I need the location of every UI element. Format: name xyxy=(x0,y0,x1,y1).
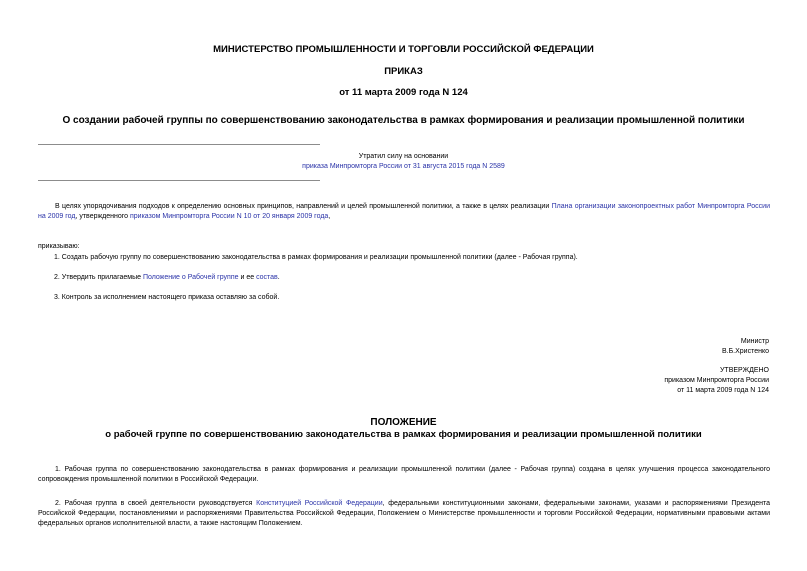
signature-position: Министр xyxy=(740,338,769,345)
regulation-paragraph-1: 1. Рабочая группа по совершенствованию законодательства в рамках формирования и реализации промышленной политики (далее - Рабочая группа) создана в целях улучшения процесса законодательного сопровождения промышленной политики в Российской Федерации. xyxy=(38,466,770,483)
preamble-text: , xyxy=(328,213,331,220)
approval-date: от 11 марта 2009 года N 124 xyxy=(677,387,769,394)
item-2-text: 2. Утвердить прилагаемые xyxy=(54,274,143,281)
signature-name: В.Б.Христенко xyxy=(721,348,769,355)
item-2-text: и ее xyxy=(238,274,257,281)
ministry-heading: МИНИСТЕРСТВО ПРОМЫШЛЕННОСТИ И ТОРГОВЛИ РОССИЙСКОЙ ФЕДЕРАЦИИ xyxy=(213,44,594,55)
preamble-text: В целях упорядочивания подходов к определению основных принципов, направлений и целей промышленной политики, а также в целях реализации xyxy=(55,203,552,210)
bottom-divider xyxy=(38,180,320,181)
item-2-text: . xyxy=(277,274,280,281)
document-type: ПРИКАЗ xyxy=(384,66,423,77)
paragraph-2-text: 2. Рабочая группа в своей деятельности руководствуется xyxy=(55,500,257,507)
regulation-subheading: о рабочей группе по совершенствованию законодательства в рамках формирования и реализации промышленной политики xyxy=(105,429,702,440)
document-title: О создании рабочей группы по совершенствованию законодательства в рамках формирования и реализации промышленной политики xyxy=(62,115,745,126)
approval-by: приказом Минпромторга России xyxy=(664,377,769,384)
document-date-number: от 11 марта 2009 года N 124 xyxy=(339,87,468,98)
paragraph-2-text: , федеральными конституционными законами, федеральными законами, указами и распоряжениями Президента Российской Федерации, постановлениями и распоряжениями Правительства Российской Федерации, Положением о Министерстве промышленности и торговли Российской Федерации, нормативными правовыми актами федеральных органов исполнительной власти, а также настоящим Положением. xyxy=(38,500,770,527)
item-3: 3. Контроль за исполнением настоящего приказа оставляю за собой. xyxy=(54,294,280,301)
composition-link[interactable]: состав xyxy=(256,274,278,281)
constitution-link[interactable]: Конституцией Российской Федерации xyxy=(256,500,383,507)
repeal-order-link[interactable]: приказа Минпромторга России от 31 августа 2015 года N 2589 xyxy=(302,163,505,170)
item-1: 1. Создать рабочую группу по совершенствованию законодательства в рамках формирования и реализации промышленной политики (далее - Рабочая группа). xyxy=(54,254,578,261)
preamble-text: , утвержденного xyxy=(75,213,130,220)
item-2 xyxy=(54,273,280,283)
status-note-link-wrap xyxy=(0,162,807,172)
work-plan-link[interactable]: Плана организации законопроектных работ Минпромторга России на 2009 год xyxy=(38,203,770,220)
regulation-link[interactable]: Положение о Рабочей группе xyxy=(142,274,239,281)
order-word: приказываю: xyxy=(38,243,80,250)
regulation-heading: ПОЛОЖЕНИЕ xyxy=(370,417,437,428)
status-note-line: Утратил силу на основании xyxy=(358,153,449,160)
approval-stamp: УТВЕРЖДЕНО xyxy=(719,367,769,374)
preamble-paragraph xyxy=(38,202,770,222)
regulation-paragraph-2 xyxy=(38,499,770,529)
top-divider xyxy=(38,144,320,145)
order-10-link[interactable]: приказом Минпромторга России N 10 от 20 января 2009 года xyxy=(130,213,329,220)
